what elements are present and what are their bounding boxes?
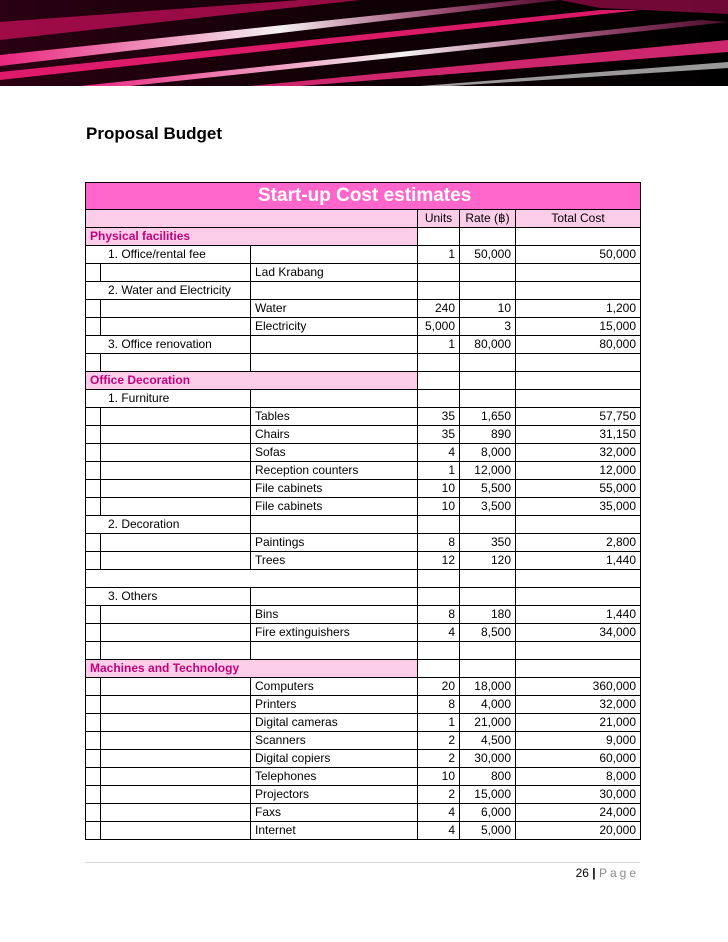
item-cell: Sofas bbox=[251, 444, 418, 462]
table-row bbox=[86, 426, 641, 444]
units-cell bbox=[418, 390, 460, 408]
budget-table-body bbox=[86, 183, 641, 840]
total-cell bbox=[516, 372, 641, 390]
units-cell: 10 bbox=[418, 498, 460, 516]
item-cell bbox=[251, 588, 418, 606]
table-row bbox=[86, 498, 641, 516]
table-row bbox=[86, 696, 641, 714]
total-cell: 32,000 bbox=[516, 696, 641, 714]
page-label: Page bbox=[598, 866, 639, 880]
table-row bbox=[86, 282, 641, 300]
column-header-total: Total Cost bbox=[516, 210, 641, 228]
total-cell: 9,000 bbox=[516, 732, 641, 750]
table-row bbox=[86, 588, 641, 606]
total-cell: 55,000 bbox=[516, 480, 641, 498]
category-cell bbox=[101, 696, 251, 714]
units-cell: 12 bbox=[418, 552, 460, 570]
rate-cell: 890 bbox=[460, 426, 516, 444]
item-cell: Digital cameras bbox=[251, 714, 418, 732]
total-cell: 30,000 bbox=[516, 786, 641, 804]
indent-cell bbox=[86, 678, 101, 696]
rate-cell: 10 bbox=[460, 300, 516, 318]
item-cell: Trees bbox=[251, 552, 418, 570]
total-cell bbox=[516, 354, 641, 372]
item-cell: Scanners bbox=[251, 732, 418, 750]
section-label: Machines and Technology bbox=[86, 660, 418, 678]
rate-cell: 3 bbox=[460, 318, 516, 336]
spacer-cell bbox=[460, 570, 516, 588]
category-cell: 2. Decoration bbox=[86, 516, 251, 534]
total-cell: 1,440 bbox=[516, 606, 641, 624]
total-cell: 57,750 bbox=[516, 408, 641, 426]
column-header-units: Units bbox=[418, 210, 460, 228]
indent-cell bbox=[86, 534, 101, 552]
table-row bbox=[86, 246, 641, 264]
rate-cell bbox=[460, 660, 516, 678]
units-cell: 1 bbox=[418, 462, 460, 480]
total-cell bbox=[516, 390, 641, 408]
item-cell: Tables bbox=[251, 408, 418, 426]
item-cell bbox=[251, 642, 418, 660]
item-cell: Fire extinguishers bbox=[251, 624, 418, 642]
spacer-cell bbox=[516, 570, 641, 588]
item-cell: Printers bbox=[251, 696, 418, 714]
indent-cell bbox=[86, 804, 101, 822]
indent-cell bbox=[86, 606, 101, 624]
spacer-row bbox=[86, 570, 641, 588]
category-cell bbox=[101, 462, 251, 480]
table-row bbox=[86, 444, 641, 462]
total-cell bbox=[516, 282, 641, 300]
category-cell bbox=[101, 300, 251, 318]
rate-cell: 6,000 bbox=[460, 804, 516, 822]
indent-cell bbox=[86, 498, 101, 516]
units-cell bbox=[418, 264, 460, 282]
indent-cell bbox=[86, 786, 101, 804]
total-cell bbox=[516, 660, 641, 678]
total-cell: 15,000 bbox=[516, 318, 641, 336]
category-cell: 1. Office/rental fee bbox=[86, 246, 251, 264]
spacer-cell bbox=[418, 570, 460, 588]
indent-cell bbox=[86, 732, 101, 750]
item-cell: Reception counters bbox=[251, 462, 418, 480]
section-header-row bbox=[86, 372, 641, 390]
indent-cell bbox=[86, 444, 101, 462]
indent-cell bbox=[86, 624, 101, 642]
total-cell bbox=[516, 642, 641, 660]
units-cell: 1 bbox=[418, 246, 460, 264]
category-cell bbox=[101, 642, 251, 660]
rate-cell bbox=[460, 516, 516, 534]
rate-cell: 12,000 bbox=[460, 462, 516, 480]
rate-cell bbox=[460, 390, 516, 408]
units-cell: 8 bbox=[418, 696, 460, 714]
table-row bbox=[86, 264, 641, 282]
rate-cell bbox=[460, 642, 516, 660]
rate-cell bbox=[460, 228, 516, 246]
table-row bbox=[86, 552, 641, 570]
indent-cell bbox=[86, 408, 101, 426]
category-cell bbox=[101, 732, 251, 750]
table-row bbox=[86, 318, 641, 336]
item-cell bbox=[251, 336, 418, 354]
category-cell bbox=[101, 714, 251, 732]
units-cell bbox=[418, 588, 460, 606]
item-cell: Computers bbox=[251, 678, 418, 696]
table-row bbox=[86, 300, 641, 318]
section-label: Physical facilities bbox=[86, 228, 418, 246]
footer-divider bbox=[85, 862, 640, 863]
section-header-row bbox=[86, 660, 641, 678]
table-row bbox=[86, 768, 641, 786]
item-cell bbox=[251, 354, 418, 372]
item-cell: File cabinets bbox=[251, 480, 418, 498]
units-cell: 2 bbox=[418, 732, 460, 750]
table-row bbox=[86, 642, 641, 660]
rate-cell bbox=[460, 372, 516, 390]
total-cell: 20,000 bbox=[516, 822, 641, 840]
indent-cell bbox=[86, 642, 101, 660]
units-cell bbox=[418, 660, 460, 678]
category-cell: 1. Furniture bbox=[86, 390, 251, 408]
total-cell: 24,000 bbox=[516, 804, 641, 822]
section-header-row bbox=[86, 228, 641, 246]
budget-table bbox=[85, 182, 641, 840]
item-cell: Projectors bbox=[251, 786, 418, 804]
item-cell bbox=[251, 516, 418, 534]
total-cell bbox=[516, 228, 641, 246]
indent-cell bbox=[86, 768, 101, 786]
units-cell: 4 bbox=[418, 822, 460, 840]
item-cell: Chairs bbox=[251, 426, 418, 444]
category-cell bbox=[101, 804, 251, 822]
category-cell: 3. Office renovation bbox=[86, 336, 251, 354]
rate-cell: 5,000 bbox=[460, 822, 516, 840]
total-cell bbox=[516, 264, 641, 282]
rate-cell: 4,500 bbox=[460, 732, 516, 750]
spacer-cell bbox=[86, 570, 418, 588]
category-cell bbox=[101, 318, 251, 336]
total-cell: 360,000 bbox=[516, 678, 641, 696]
rate-cell: 50,000 bbox=[460, 246, 516, 264]
total-cell: 21,000 bbox=[516, 714, 641, 732]
units-cell bbox=[418, 372, 460, 390]
rate-cell: 21,000 bbox=[460, 714, 516, 732]
indent-cell bbox=[86, 318, 101, 336]
total-cell: 1,440 bbox=[516, 552, 641, 570]
rate-cell: 180 bbox=[460, 606, 516, 624]
total-cell: 34,000 bbox=[516, 624, 641, 642]
table-row bbox=[86, 786, 641, 804]
total-cell: 60,000 bbox=[516, 750, 641, 768]
indent-cell bbox=[86, 750, 101, 768]
category-cell bbox=[101, 678, 251, 696]
table-row bbox=[86, 714, 641, 732]
item-cell: Electricity bbox=[251, 318, 418, 336]
rate-cell: 350 bbox=[460, 534, 516, 552]
header-banner-image bbox=[0, 0, 728, 86]
item-cell: Telephones bbox=[251, 768, 418, 786]
table-row bbox=[86, 354, 641, 372]
total-cell: 1,200 bbox=[516, 300, 641, 318]
units-cell: 4 bbox=[418, 444, 460, 462]
category-cell bbox=[101, 354, 251, 372]
indent-cell bbox=[86, 354, 101, 372]
indent-cell bbox=[86, 426, 101, 444]
category-cell bbox=[101, 264, 251, 282]
units-cell: 1 bbox=[418, 336, 460, 354]
units-cell: 10 bbox=[418, 768, 460, 786]
table-title-row bbox=[86, 183, 641, 210]
units-cell: 10 bbox=[418, 480, 460, 498]
category-cell bbox=[101, 408, 251, 426]
item-cell: Bins bbox=[251, 606, 418, 624]
rate-cell: 18,000 bbox=[460, 678, 516, 696]
units-cell: 5,000 bbox=[418, 318, 460, 336]
indent-cell bbox=[86, 462, 101, 480]
category-cell bbox=[101, 768, 251, 786]
units-cell: 8 bbox=[418, 534, 460, 552]
rate-cell: 8,500 bbox=[460, 624, 516, 642]
total-cell bbox=[516, 516, 641, 534]
total-cell: 32,000 bbox=[516, 444, 641, 462]
total-cell: 50,000 bbox=[516, 246, 641, 264]
indent-cell bbox=[86, 552, 101, 570]
table-row bbox=[86, 624, 641, 642]
item-cell: Paintings bbox=[251, 534, 418, 552]
units-cell: 4 bbox=[418, 624, 460, 642]
table-row bbox=[86, 822, 641, 840]
table-row bbox=[86, 390, 641, 408]
column-header-blank bbox=[86, 210, 418, 228]
table-title: Start-up Cost estimates bbox=[258, 185, 472, 206]
category-cell bbox=[101, 534, 251, 552]
rate-cell: 8,000 bbox=[460, 444, 516, 462]
table-row bbox=[86, 678, 641, 696]
category-cell bbox=[101, 480, 251, 498]
table-title-cell bbox=[86, 183, 641, 210]
table-row bbox=[86, 606, 641, 624]
units-cell bbox=[418, 282, 460, 300]
category-cell bbox=[101, 426, 251, 444]
table-row bbox=[86, 336, 641, 354]
page-title: Proposal Budget bbox=[86, 124, 223, 143]
indent-cell bbox=[86, 480, 101, 498]
total-cell: 31,150 bbox=[516, 426, 641, 444]
units-cell: 8 bbox=[418, 606, 460, 624]
item-cell: Internet bbox=[251, 822, 418, 840]
item-cell bbox=[251, 282, 418, 300]
rate-cell bbox=[460, 282, 516, 300]
page-footer bbox=[576, 866, 639, 880]
item-cell: File cabinets bbox=[251, 498, 418, 516]
units-cell: 1 bbox=[418, 714, 460, 732]
indent-cell bbox=[86, 714, 101, 732]
units-cell bbox=[418, 228, 460, 246]
units-cell: 4 bbox=[418, 804, 460, 822]
section-label: Office Decoration bbox=[86, 372, 418, 390]
total-cell: 35,000 bbox=[516, 498, 641, 516]
indent-cell bbox=[86, 696, 101, 714]
table-row bbox=[86, 732, 641, 750]
rate-cell: 30,000 bbox=[460, 750, 516, 768]
category-cell bbox=[101, 822, 251, 840]
units-cell: 35 bbox=[418, 426, 460, 444]
category-cell bbox=[101, 552, 251, 570]
column-header-rate: Rate (฿) bbox=[460, 210, 516, 228]
table-row bbox=[86, 462, 641, 480]
table-row bbox=[86, 480, 641, 498]
category-cell: 2. Water and Electricity bbox=[86, 282, 251, 300]
total-cell: 80,000 bbox=[516, 336, 641, 354]
table-row bbox=[86, 408, 641, 426]
footer-separator: | bbox=[592, 866, 596, 880]
category-cell bbox=[101, 750, 251, 768]
rate-cell: 800 bbox=[460, 768, 516, 786]
rate-cell bbox=[460, 588, 516, 606]
total-cell bbox=[516, 588, 641, 606]
category-cell bbox=[101, 606, 251, 624]
units-cell: 2 bbox=[418, 786, 460, 804]
rate-cell bbox=[460, 264, 516, 282]
rate-cell: 80,000 bbox=[460, 336, 516, 354]
item-cell: Faxs bbox=[251, 804, 418, 822]
item-cell: Digital copiers bbox=[251, 750, 418, 768]
table-row bbox=[86, 804, 641, 822]
rate-cell bbox=[460, 354, 516, 372]
rate-cell: 120 bbox=[460, 552, 516, 570]
category-cell bbox=[101, 444, 251, 462]
indent-cell bbox=[86, 264, 101, 282]
table-row bbox=[86, 534, 641, 552]
rate-cell: 3,500 bbox=[460, 498, 516, 516]
indent-cell bbox=[86, 822, 101, 840]
table-row bbox=[86, 750, 641, 768]
category-cell bbox=[101, 498, 251, 516]
units-cell bbox=[418, 642, 460, 660]
category-cell: 3. Others bbox=[86, 588, 251, 606]
total-cell: 8,000 bbox=[516, 768, 641, 786]
total-cell: 2,800 bbox=[516, 534, 641, 552]
rate-cell: 1,650 bbox=[460, 408, 516, 426]
total-cell: 12,000 bbox=[516, 462, 641, 480]
item-cell bbox=[251, 246, 418, 264]
category-cell bbox=[101, 786, 251, 804]
rate-cell: 4,000 bbox=[460, 696, 516, 714]
units-cell: 2 bbox=[418, 750, 460, 768]
indent-cell bbox=[86, 300, 101, 318]
column-header-row bbox=[86, 210, 641, 228]
item-cell bbox=[251, 390, 418, 408]
units-cell: 240 bbox=[418, 300, 460, 318]
item-cell: Water bbox=[251, 300, 418, 318]
rate-cell: 15,000 bbox=[460, 786, 516, 804]
units-cell: 20 bbox=[418, 678, 460, 696]
units-cell bbox=[418, 354, 460, 372]
table-row bbox=[86, 516, 641, 534]
page-number: 26 bbox=[575, 866, 589, 880]
rate-cell: 5,500 bbox=[460, 480, 516, 498]
units-cell bbox=[418, 516, 460, 534]
category-cell bbox=[101, 624, 251, 642]
units-cell: 35 bbox=[418, 408, 460, 426]
item-cell: Lad Krabang bbox=[251, 264, 418, 282]
